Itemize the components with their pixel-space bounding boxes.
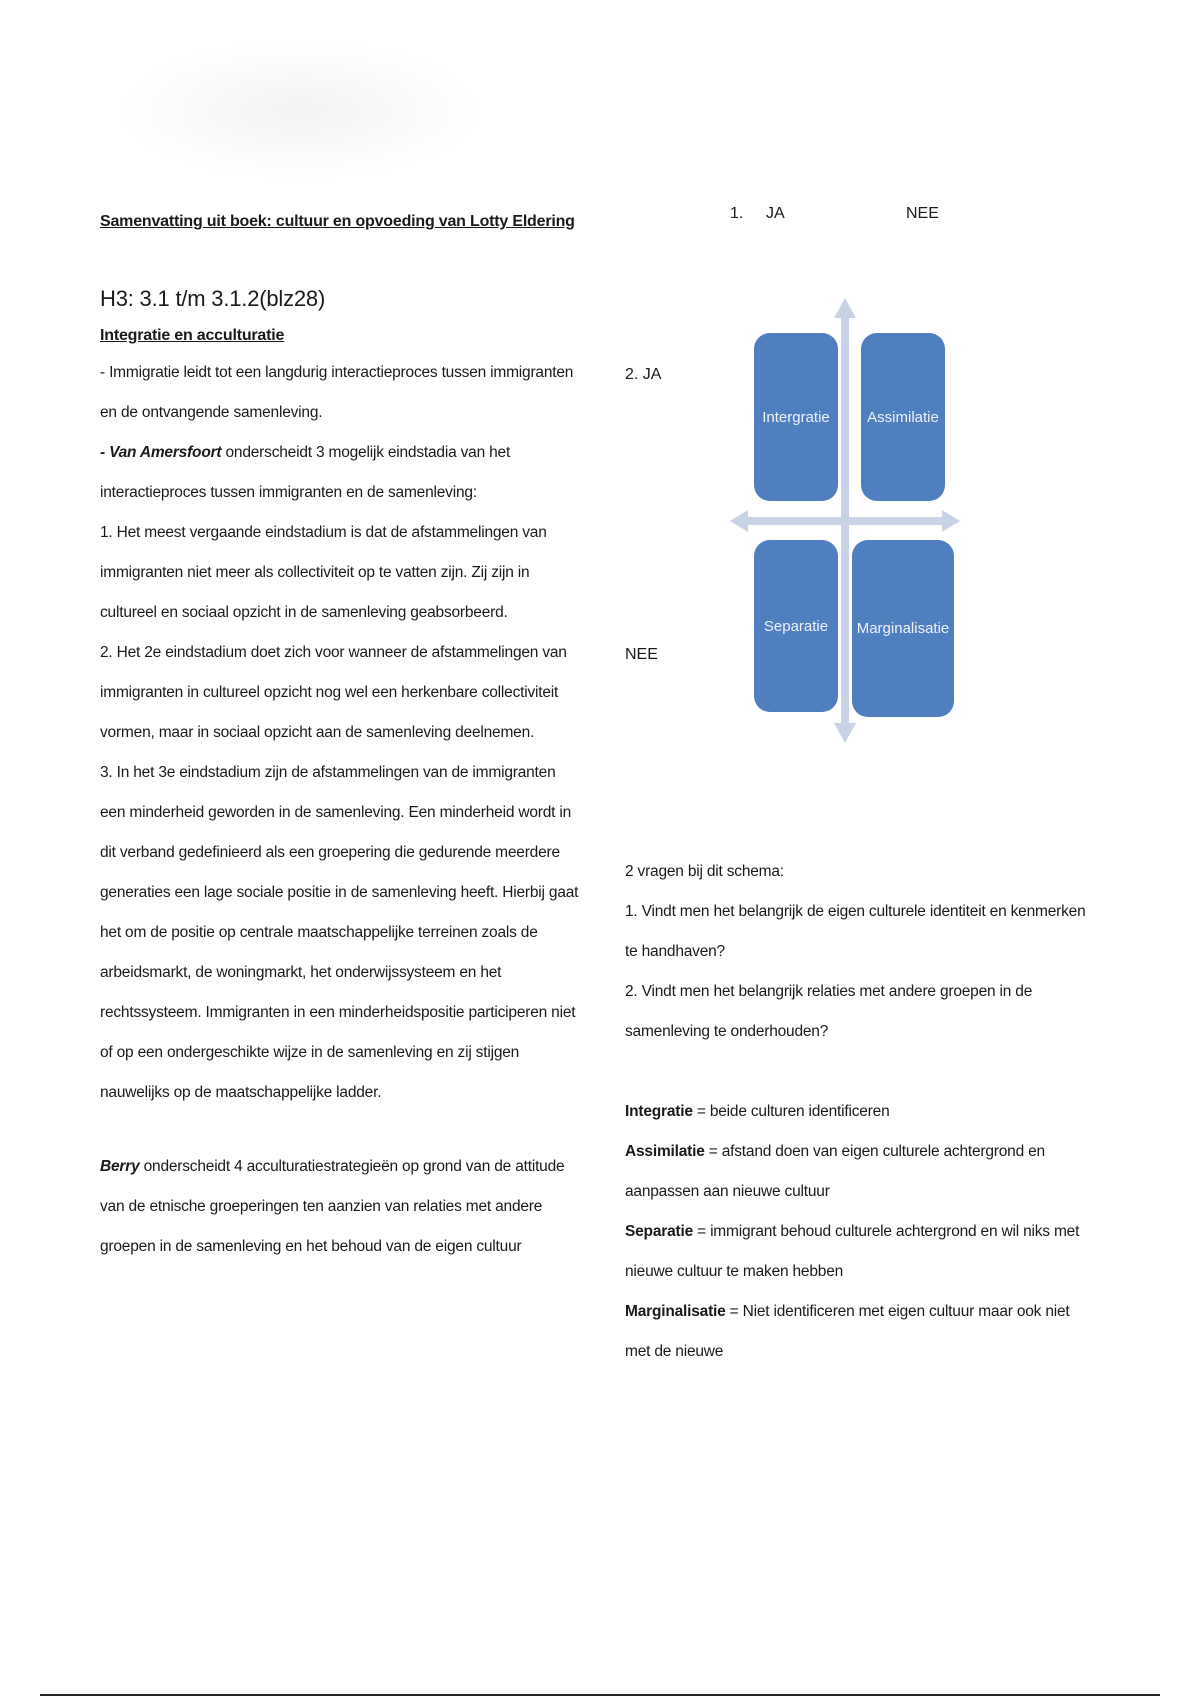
definition-marginalisatie — [625, 1292, 1095, 1372]
box-assimilatie: Assimilatie — [861, 333, 945, 501]
paragraph-eindstadium-3: 3. In het 3e eindstadium zijn de afstammelingen van de immigranten een minderheid geworden in de samenleving. Een minderheid wordt in dit verband gedefinieerd als een groepering die gedurende meerdere generaties een lage sociale positie in de samenleving heeft. Hierbij gaat het om de positie op centrale maatschappelijke terreinen zoals de arbeidsmarkt, de woningmarkt, het onderwijssysteem en het rechtssysteem. Immigranten in een minderheidspositie participeren niet of op een ondergeschikte wijze in de samenleving en zij stijgen nauwelijks op de maatschappelijke ladder. — [100, 764, 579, 1101]
term-assimilatie: Assimilatie — [625, 1143, 705, 1160]
axis-top-number: 1. — [730, 205, 744, 222]
paragraph-eindstadium-1: 1. Het meest vergaande eindstadium is dat de afstammelingen van immigranten niet meer als collectiviteit op te vatten zijn. Zij zijn in cultureel en sociaal opzicht in de samenleving geabsorbeerd. — [100, 524, 547, 621]
definition-integratie-text: = beide culturen identificeren — [692, 1103, 890, 1120]
acculturation-diagram — [730, 298, 960, 743]
question-1: 1. Vindt men het belangrijk de eigen culturele identiteit en kenmerken te handhaven? — [625, 903, 1086, 960]
definition-assimilatie — [625, 1132, 1095, 1212]
horizontal-axis — [744, 517, 946, 525]
axis-left-nee: NEE — [625, 646, 658, 663]
questions-intro: 2 vragen bij dit schema: — [625, 863, 784, 880]
definition-assimilatie-text: = afstand doen van eigen culturele achtergrond en aanpassen aan nieuwe cultuur — [625, 1143, 1045, 1200]
paragraph-van-amersfoort-text: onderscheidt 3 mogelijk eindstadia van het interactieproces tussen immigranten en de samenleving: — [100, 444, 511, 501]
definition-separatie-text: = immigrant behoud culturele achtergrond en wil niks met nieuwe cultuur te maken hebben — [625, 1223, 1080, 1280]
term-integratie: Integratie — [625, 1103, 693, 1120]
question-2: 2. Vindt men het belangrijk relaties met andere groepen in de samenleving te onderhouden? — [625, 983, 1033, 1040]
axis-top-ja: JA — [766, 205, 785, 222]
box-separatie: Separatie — [754, 540, 838, 712]
paragraph-berry-text: onderscheidt 4 acculturatiestrategieën op grond van de attitude van de etnische groeperingen ten aanzien van relaties met andere groepen in de samenleving en het behoud van de eigen cultuur — [100, 1158, 565, 1255]
box-intergratie: Intergratie — [754, 333, 838, 501]
author-van-amersfoort: - Van Amersfoort — [100, 444, 222, 461]
term-separatie: Separatie — [625, 1223, 693, 1240]
right-column-text — [625, 852, 1095, 1372]
definition-integratie — [625, 1092, 1095, 1132]
definition-separatie — [625, 1212, 1095, 1292]
arrow-right-icon — [942, 510, 960, 532]
author-berry: Berry — [100, 1158, 140, 1175]
paragraph-immigratie: - Immigratie leidt tot een langdurig interactieproces tussen immigranten en de ontvangende samenleving. — [100, 364, 574, 421]
arrow-down-icon — [834, 723, 856, 743]
bottom-rule — [40, 1694, 1160, 1696]
blurred-smudge — [110, 40, 490, 180]
arrow-up-icon — [834, 298, 856, 318]
chapter-heading: H3: 3.1 t/m 3.1.2(blz28) — [100, 286, 326, 311]
axis-left-ja: 2. JA — [625, 366, 662, 383]
paragraph-van-amersfoort — [100, 433, 580, 513]
paragraph-berry — [100, 1147, 580, 1267]
left-column — [100, 205, 580, 1267]
paragraph-eindstadium-2: 2. Het 2e eindstadium doet zich voor wanneer de afstammelingen van immigranten in cultureel opzicht nog wel een herkenbare collectiviteit vormen, maar in sociaal opzicht aan de samenleving deelnemen. — [100, 644, 567, 741]
document-title: Samenvatting uit boek: cultuur en opvoeding van Lotty Eldering — [100, 213, 575, 230]
box-marginalisatie: Marginalisatie — [852, 540, 954, 717]
axis-top-nee: NEE — [906, 205, 939, 222]
section-heading: Integratie en acculturatie — [100, 327, 285, 344]
definition-marginalisatie-text: = Niet identificeren met eigen cultuur maar ook niet met de nieuwe — [625, 1303, 1070, 1360]
axis-top-labels — [730, 205, 1030, 235]
arrow-left-icon — [730, 510, 748, 532]
term-marginalisatie: Marginalisatie — [625, 1303, 726, 1320]
